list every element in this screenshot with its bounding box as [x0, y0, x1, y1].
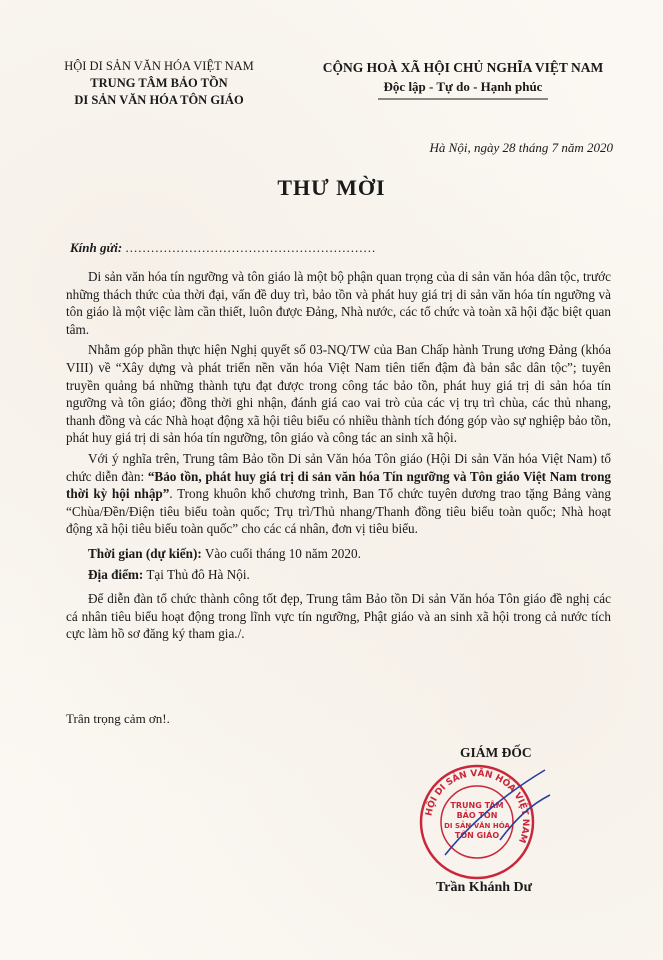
- stamp-center-line4: TÔN GIÁO: [454, 831, 500, 840]
- paragraph-forum: [66, 450, 611, 538]
- forum-details-text: . Trong khuôn khổ chương trình, Ban Tổ chức tuyên dương trao tặng Bảng vàng “Chùa/Đền/Điện tiêu biểu toàn quốc; Trụ trì/Thủ nhang/Thanh đồng tiêu biểu toàn quốc; Nhà hoạt động xã hội tiêu biểu toàn quốc” cho các cá nhân, đơn vị tiêu biểu.: [66, 486, 611, 537]
- header-organization: [44, 58, 274, 109]
- stamp-center-line3: DI SẢN VĂN HÓA: [444, 822, 510, 830]
- header-center-subname: DI SẢN VĂN HÓA TÔN GIÁO: [74, 93, 244, 107]
- header-country-name: CỘNG HOÀ XÃ HỘI CHỦ NGHĨA VIỆT NAM: [322, 60, 604, 75]
- event-place: [66, 566, 611, 584]
- paragraph-request: Để diễn đàn tổ chức thành công tốt đẹp, Trung tâm Bảo tồn Di sản Văn hóa Tôn giáo đề nghị các cá nhân tiêu biểu hoạt động trong lĩnh vực tín ngưỡng, Phật giáo và an sinh xã hội trong cả nước tích cực làm hồ sơ đăng ký tham gia./.: [66, 591, 611, 642]
- stamp-ring-text: HỘI DI SẢN VĂN HÓA VIỆT NAM: [424, 768, 531, 845]
- letter-date: Hà Nội, ngày 28 tháng 7 năm 2020: [429, 140, 613, 155]
- header-motto: Độc lập - Tự do - Hạnh phúc: [383, 79, 543, 94]
- header-parent-org: HỘI DI SẢN VĂN HÓA VIỆT NAM: [64, 59, 254, 73]
- event-time: [66, 545, 611, 563]
- event-time-label: Thời gian (dự kiến):: [88, 545, 202, 561]
- greeting-line: [70, 240, 376, 256]
- forum-name: “Bảo tồn, phát huy giá trị di sản văn hóa Tín ngưỡng và Tôn giáo Việt Nam trong thời kỳ hội nhập”: [66, 468, 611, 502]
- event-time-value: Vào cuối tháng 10 năm 2020.: [201, 545, 361, 561]
- stamp-center-line2: BẢO TỒN: [456, 811, 498, 820]
- official-stamp: [405, 760, 555, 885]
- stamp-center-line1: TRUNG TÂM: [450, 801, 504, 810]
- paragraph-purpose: Nhằm góp phần thực hiện Nghị quyết số 03-NQ/TW của Ban Chấp hành Trung ương Đảng (khóa VIII) về “Xây dựng và phát triển nền văn hóa Việt Nam tiên tiến đậm đà bản sắc dân tộc”; tuyên truyền quảng bá những thành tựu đạt được trong công tác bảo tồn, phát huy giá trị di sản hóa tín ngưỡng và tôn giáo; đồng thời ghi nhận, đánh giá cao vai trò của các vị trụ trì chùa, các thủ nhang, thanh đồng và các Nhà hoạt động xã hội tiêu biểu có nhiều thành tích đóng góp vào sự nghiệp bảo tồn, phát huy giá trị di sản hóa tín ngưỡng, tôn giáo và công tác an sinh xã hội.: [66, 342, 611, 446]
- closing-line: Trân trọng cảm ơn!.: [66, 711, 170, 726]
- greeting-label: Kính gửi:: [70, 240, 123, 255]
- header-center-name: TRUNG TÂM BẢO TỒN: [90, 76, 228, 90]
- event-place-value: Tại Thủ đô Hà Nội.: [143, 566, 250, 582]
- motto-underline: [378, 97, 548, 101]
- paragraph-intro: Di sản văn hóa tín ngưỡng và tôn giáo là một bộ phận quan trọng của di sản văn hóa dân tộc, trước những thách thức của thời đại, vấn đề duy trì, bảo tồn và phát huy giá trị di sản văn hóa tín ngưỡng và tôn giáo là một việc làm cần thiết, luôn được Đảng, Nhà nước, các tổ chức và toàn xã hội đặc biệt quan tâm.: [66, 269, 611, 337]
- signature-title: GIÁM ĐỐC: [460, 745, 532, 760]
- letter-title: THƯ MỜI: [277, 175, 386, 200]
- signatory-name: Trần Khánh Dư: [436, 880, 533, 895]
- letter-body: [66, 268, 611, 646]
- forum-intro-text: Với ý nghĩa trên, Trung tâm Bảo tồn Di sản Văn hóa Tôn giáo (Hội Di sản Văn hóa Việt Nam) tổ chức diễn đàn:: [66, 450, 611, 484]
- event-place-label: Địa điểm:: [88, 566, 144, 582]
- greeting-recipient-blank: ...........................................................: [125, 240, 377, 255]
- header-national-motto: [298, 58, 628, 101]
